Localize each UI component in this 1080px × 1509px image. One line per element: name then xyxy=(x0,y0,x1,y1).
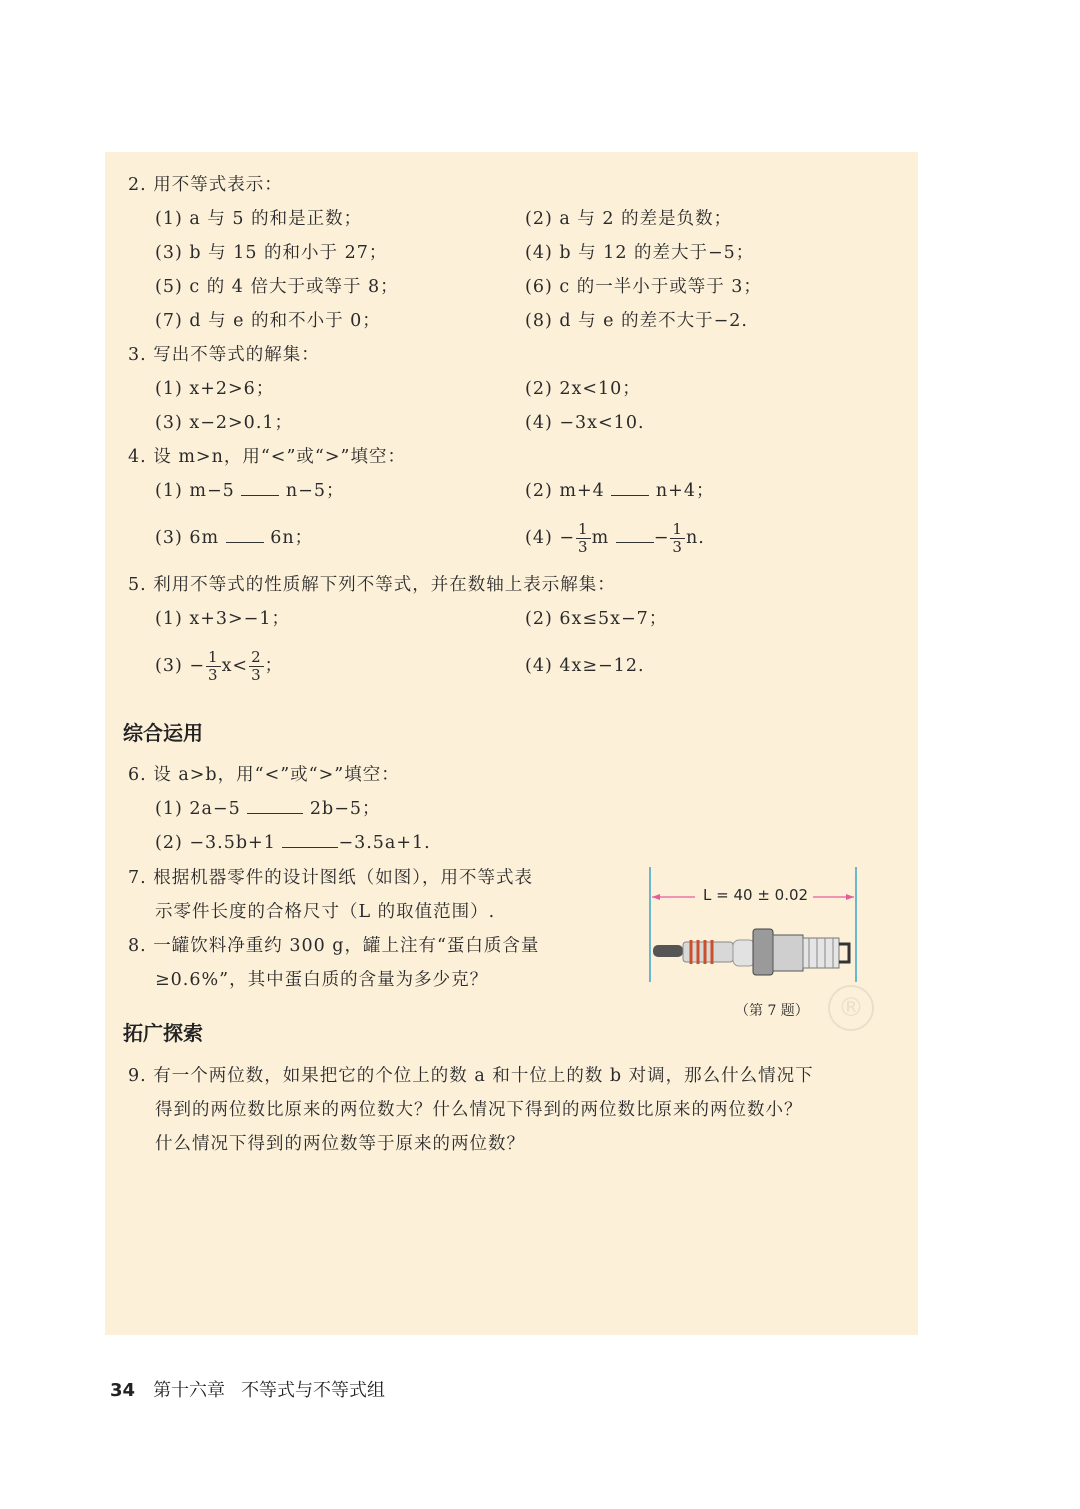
answer-blank[interactable] xyxy=(226,526,264,543)
q4-item-2 xyxy=(525,479,714,503)
q5-item: (4) 4x≥−12. xyxy=(525,656,645,676)
q7-line: 示零件长度的合格尺寸（L 的取值范围）. xyxy=(155,902,496,922)
expr: n−5； xyxy=(285,481,345,501)
expr: −3.5a+1. xyxy=(338,833,431,853)
q5-item-3 xyxy=(155,642,283,690)
q3-item: (3) x−2>0.1； xyxy=(155,413,294,433)
expr: n+4； xyxy=(655,481,715,501)
q5-item: (2) 6x≤5x−7； xyxy=(525,609,668,629)
fraction: $\frac{2}{3}$ xyxy=(251,648,262,684)
answer-blank[interactable] xyxy=(241,479,279,496)
page-footer xyxy=(110,1376,385,1402)
q3-title: 3. 写出不等式的解集： xyxy=(128,345,320,365)
expr: (3) − xyxy=(155,656,206,676)
expr: (2) −3.5b+1 xyxy=(155,833,276,853)
q8-line: 8. 一罐饮料净重约 300 g，罐上注有“蛋白质含量 xyxy=(128,936,540,956)
q2-item: (8) d 与 e 的差不大于−2. xyxy=(525,311,748,331)
expr: m xyxy=(591,528,610,548)
fraction: $\frac{1}{3}$ xyxy=(672,520,683,556)
q6-item-1 xyxy=(155,797,381,821)
q2-item: (3) b 与 15 的和小于 27； xyxy=(155,243,388,263)
answer-blank[interactable] xyxy=(282,831,338,848)
q2-item: (6) c 的一半小于或等于 3； xyxy=(525,277,762,297)
q5-title: 5. 利用不等式的性质解下列不等式，并在数轴上表示解集： xyxy=(128,575,616,595)
expr: x< xyxy=(221,656,249,676)
q2-item: (5) c 的 4 倍大于或等于 8； xyxy=(155,277,399,297)
q3-item: (4) −3x<10. xyxy=(525,413,645,433)
fraction: $\frac{1}{3}$ xyxy=(208,648,219,684)
q9-line: 9. 有一个两位数，如果把它的个位上的数 a 和十位上的数 b 对调，那么什么情况下 xyxy=(128,1066,814,1086)
q6-title: 6. 设 a>b，用“<”或“>”填空： xyxy=(128,765,400,785)
q2-title: 2. 用不等式表示： xyxy=(128,175,283,195)
q2-item: (4) b 与 12 的差大于−5； xyxy=(525,243,755,263)
q5-item: (1) x+3>−1； xyxy=(155,609,290,629)
expr: ； xyxy=(264,656,284,676)
q2-item: (7) d 与 e 的和不小于 0； xyxy=(155,311,381,331)
q4-item-4 xyxy=(525,514,705,562)
expr: n. xyxy=(685,528,705,548)
registered-mark: ® xyxy=(828,985,874,1031)
section-heading-apply: 综合运用 xyxy=(123,721,203,745)
chapter-number: 第十六章 xyxy=(153,1380,226,1401)
expr: 6n； xyxy=(270,528,314,548)
q3-item: (2) 2x<10； xyxy=(525,379,641,399)
figure-caption: （第 7 题） xyxy=(735,1003,809,1019)
fraction: $\frac{1}{3}$ xyxy=(578,520,589,556)
answer-blank[interactable] xyxy=(616,526,654,543)
q4-item-1 xyxy=(155,479,344,503)
page-number: 34 xyxy=(110,1380,136,1401)
dimension-label: L = 40 ± 0.02 xyxy=(703,886,809,904)
expr: (2) m+4 xyxy=(525,481,605,501)
answer-blank[interactable] xyxy=(247,797,303,814)
answer-blank[interactable] xyxy=(611,479,649,496)
q7-line: 7. 根据机器零件的设计图纸（如图），用不等式表 xyxy=(128,868,534,888)
expr: (1) m−5 xyxy=(155,481,235,501)
expr: (4) − xyxy=(525,528,576,548)
q2-item: (2) a 与 2 的差是负数； xyxy=(525,209,733,229)
section-heading-explore: 拓广探索 xyxy=(123,1021,203,1045)
q9-line: 什么情况下得到的两位数等于原来的两位数？ xyxy=(155,1134,525,1154)
q9-line: 得到的两位数比原来的两位数大？什么情况下得到的两位数比原来的两位数小？ xyxy=(155,1100,803,1120)
q4-title: 4. 设 m>n，用“<”或“>”填空： xyxy=(128,447,406,467)
chapter-title: 不等式与不等式组 xyxy=(241,1380,386,1401)
q3-item: (1) x+2>6； xyxy=(155,379,275,399)
q6-item-2 xyxy=(155,831,431,855)
q4-item-3 xyxy=(155,526,313,550)
expr: (3) 6m xyxy=(155,528,220,548)
expr: 2b−5； xyxy=(309,799,381,819)
expr: (1) 2a−5 xyxy=(155,799,241,819)
q8-line: ≥0.6%”，其中蛋白质的含量为多少克？ xyxy=(155,970,489,990)
q2-item: (1) a 与 5 的和是正数； xyxy=(155,209,363,229)
expr: − xyxy=(653,528,670,548)
